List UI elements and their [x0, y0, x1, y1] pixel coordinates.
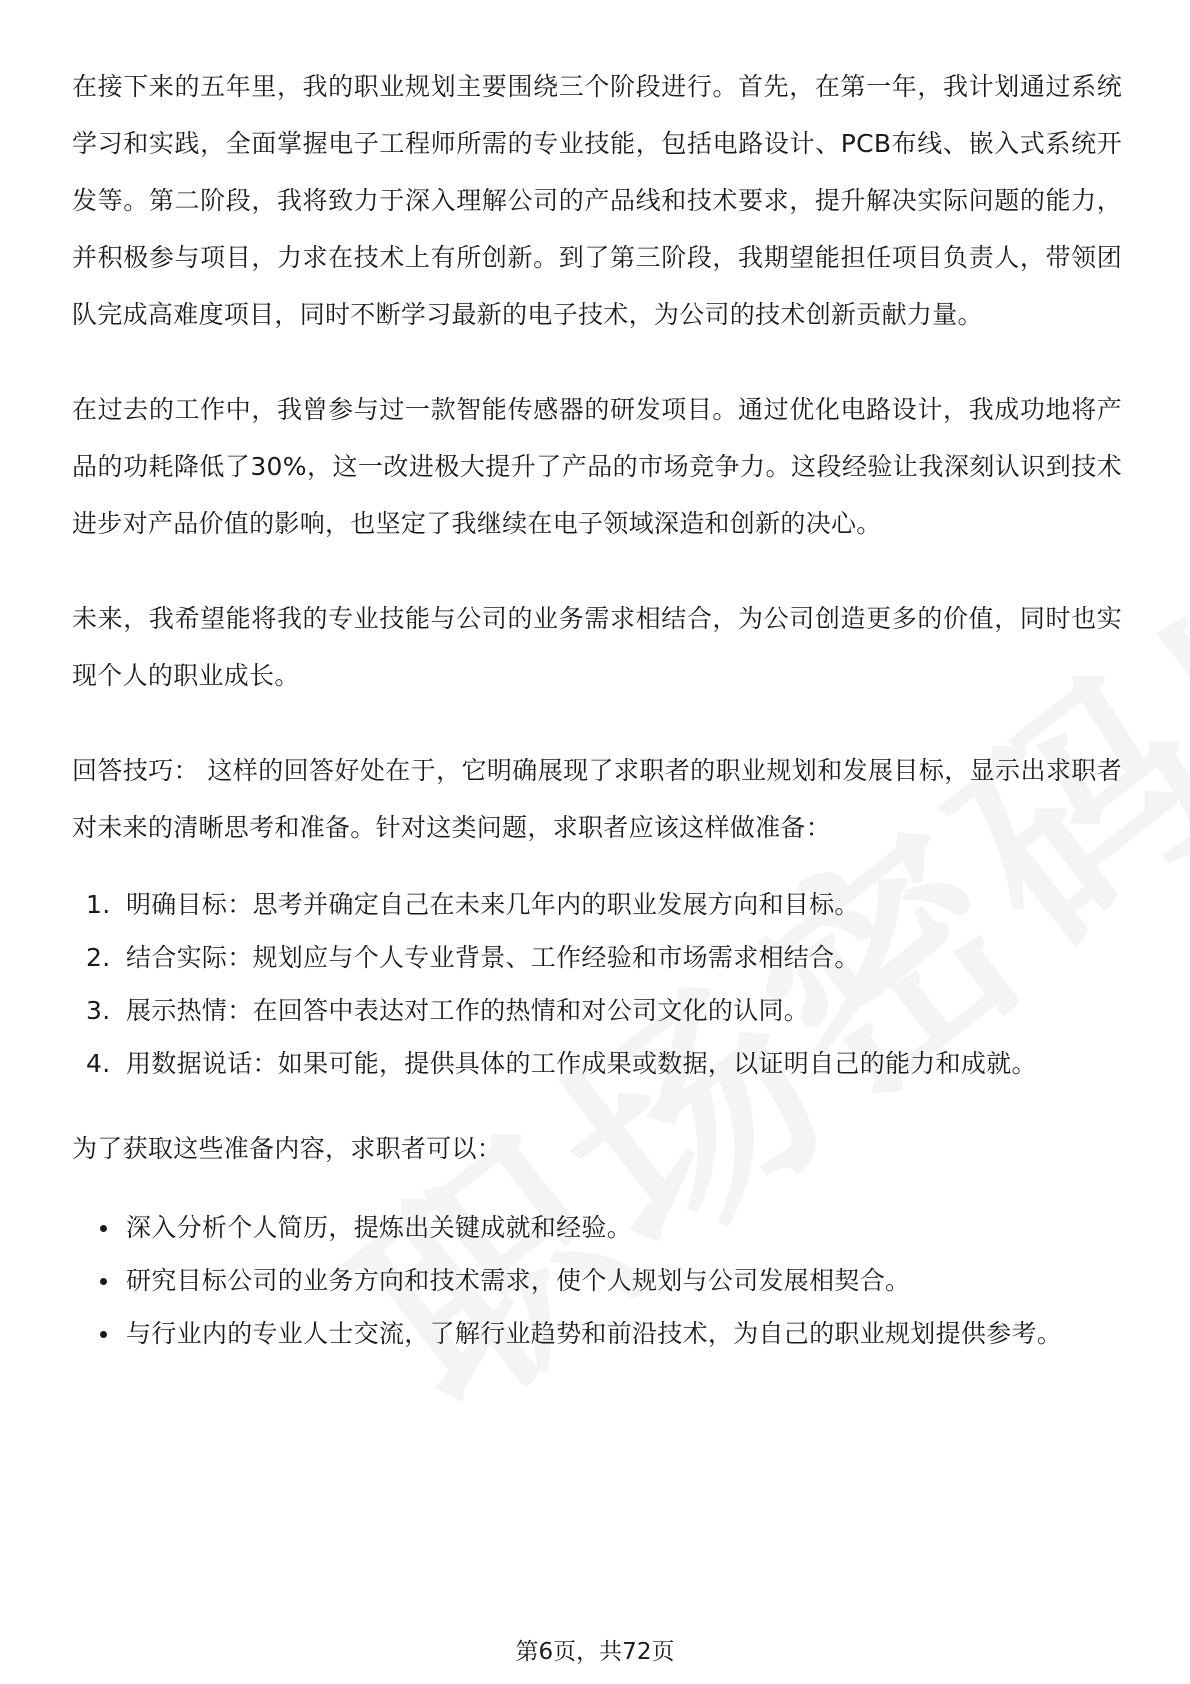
list-number: 2.: [86, 943, 111, 972]
list-item-text: 展示热情：在回答中表达对工作的热情和对公司文化的认同。: [126, 996, 810, 1025]
paragraph-future: 未来，我希望能将我的专业技能与公司的业务需求相结合，为公司创造更多的价值，同时也实现个人的职业成长。: [72, 604, 1122, 690]
bullet-icon: [100, 1225, 107, 1232]
list-item-text: 与行业内的专业人士交流，了解行业趋势和前沿技术，为自己的职业规划提供参考。: [126, 1319, 1063, 1348]
list-number: 1.: [86, 890, 111, 919]
paragraph-career-plan: 在接下来的五年里，我的职业规划主要围绕三个阶段进行。首先，在第一年，我计划通过系统学习和实践，全面掌握电子工程师所需的专业技能，包括电路设计、PCB布线、嵌入式系统开发等。第二阶段，我将致力于深入理解公司的产品线和技术要求，提升解决实际问题的能力，并积极参与项目，力求在技术上有所创新。到了第三阶段，我期望能担任项目负责人，带领团队完成高难度项目，同时不断学习最新的电子技术，为公司的技术创新贡献力量。: [72, 72, 1122, 329]
list-item-text: 结合实际：规划应与个人专业背景、工作经验和市场需求相结合。: [126, 943, 860, 972]
paragraph-answer-tips: 回答技巧： 这样的回答好处在于，它明确展现了求职者的职业规划和发展目标，显示出求职者对未来的清晰思考和准备。针对这类问题，求职者应该这样做准备：: [72, 756, 1122, 842]
list-item: [72, 1254, 1122, 1307]
paragraph-past-experience: 在过去的工作中，我曾参与过一款智能传感器的研发项目。通过优化电路设计，我成功地将产品的功耗降低了30%，这一改进极大提升了产品的市场竞争力。这段经验让我深刻认识到技术进步对产品价值的影响，也坚定了我继续在电子领域深造和创新的决心。: [72, 395, 1122, 538]
list-item: [72, 931, 1122, 984]
list-item: [72, 1307, 1122, 1360]
page-footer: 第6页，共72页: [515, 1639, 675, 1665]
list-number: 3.: [86, 996, 111, 1025]
paragraph-preparation: 为了获取这些准备内容，求职者可以：: [72, 1134, 503, 1163]
list-item-text: 深入分析个人简历，提炼出关键成就和经验。: [126, 1213, 633, 1242]
document-body: [72, 58, 1122, 1360]
list-number: 4.: [86, 1049, 111, 1078]
list-item: [72, 1201, 1122, 1254]
list-item-text: 明确目标：思考并确定自己在未来几年内的职业发展方向和目标。: [126, 890, 860, 919]
list-item-text: 研究目标公司的业务方向和技术需求，使个人规划与公司发展相契合。: [126, 1266, 911, 1295]
bullet-list: [72, 1201, 1122, 1360]
bullet-icon: [100, 1278, 107, 1285]
list-item: [72, 984, 1122, 1037]
bullet-icon: [100, 1331, 107, 1338]
numbered-list: [72, 878, 1122, 1090]
list-item: [72, 878, 1122, 931]
list-item-text: 用数据说话：如果可能，提供具体的工作成果或数据，以证明自己的能力和成就。: [126, 1049, 1037, 1078]
list-item: [72, 1037, 1122, 1090]
